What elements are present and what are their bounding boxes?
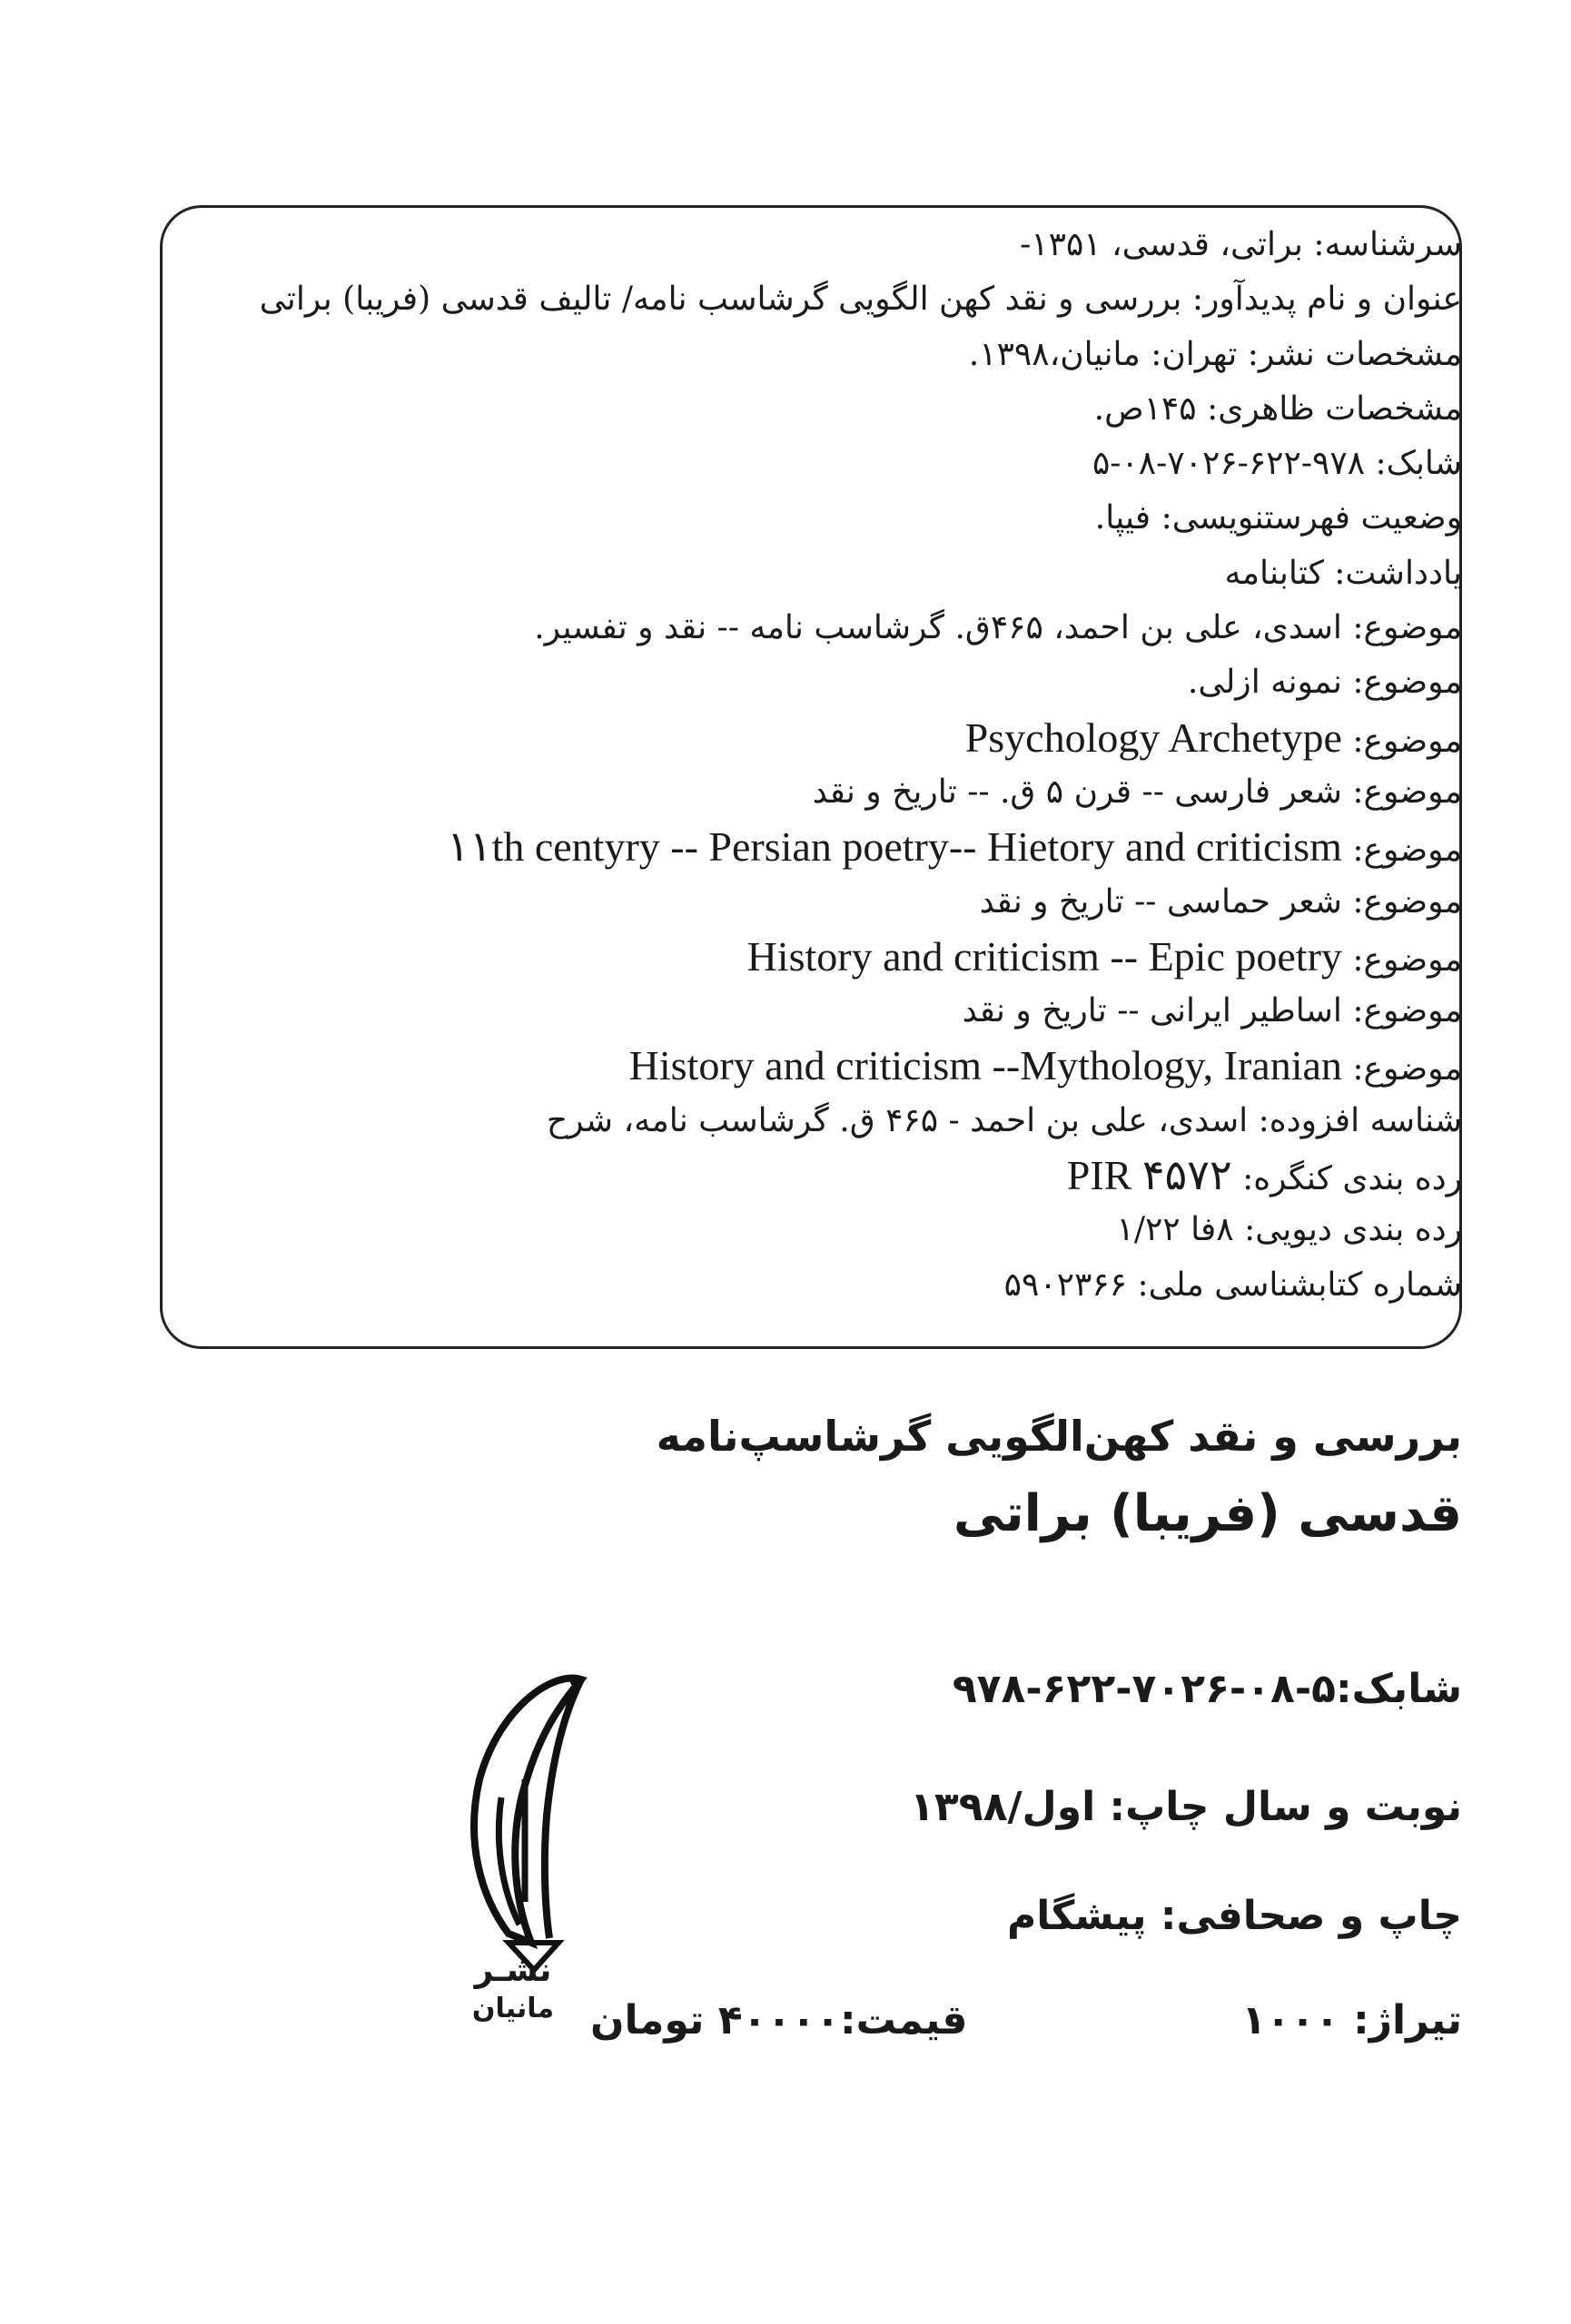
- cip-value: ۵۹۰۲۳۶۶: [1003, 1265, 1128, 1304]
- cip-label: شابک:: [1375, 445, 1462, 483]
- cip-line: [191, 711, 1462, 765]
- cip-line: [191, 382, 1462, 437]
- cip-line: [191, 547, 1462, 601]
- cip-line: [191, 328, 1462, 382]
- cip-value: فیپا.: [1094, 499, 1151, 537]
- cip-line: [191, 218, 1462, 272]
- printing-line: چاپ و صحافی: پیشگام: [1006, 1893, 1462, 1939]
- book-author: قدسی (فریبا) براتی: [953, 1484, 1462, 1543]
- cip-line: [191, 491, 1462, 546]
- cip-value: ۸فا ۱/۲۲: [1116, 1211, 1234, 1249]
- cip-line: [191, 930, 1462, 984]
- publisher-name-line1: نشـر: [474, 1952, 552, 1989]
- cip-record: [191, 218, 1462, 1313]
- cip-value: بررسی و نقد کهن الگویی گرشاسب نامه/ تالیف قدسی (فریبا) براتی: [259, 281, 1182, 319]
- cip-label: شناسه افزوده:: [1258, 1101, 1462, 1139]
- cip-value: اسدی، علی بن احمد، ۴۶۵ق. گرشاسب نامه -- نقد و تفسیر.: [534, 609, 1342, 647]
- cip-line: [191, 820, 1462, 874]
- cip-value: براتی، قدسی، ۱۳۵۱-: [1020, 226, 1303, 263]
- cip-value: شعر حماسی -- تاریخ و نقد: [979, 882, 1342, 921]
- cip-line: [191, 272, 1462, 327]
- cip-value: PIR ۴۵۷۲: [1066, 1152, 1232, 1199]
- edition-line: نوبت و سال چاپ: اول/۱۳۹۸: [910, 1784, 1462, 1830]
- cip-label: موضوع:: [1352, 722, 1462, 760]
- cip-value: ۹۷۸-۶۲۲-۷۰۲۶-۰۸-۵: [1092, 445, 1366, 483]
- cip-value: اساطیر ایرانی -- تاریخ و نقد: [962, 992, 1342, 1030]
- cip-value: ۱۱th centyry -- Persian poetry-- Hietory and criticism: [447, 823, 1342, 871]
- cip-value: ۱۴۵ص.: [1093, 389, 1197, 428]
- cip-line: [191, 437, 1462, 491]
- cip-label: موضوع:: [1352, 664, 1462, 702]
- publisher-name-line2: مانیان: [471, 1993, 555, 2024]
- cip-line: [191, 984, 1462, 1039]
- cip-label: موضوع:: [1352, 882, 1462, 921]
- isbn-line: شابک:۵-۰۸-۷۰۲۶-۶۲۲-۹۷۸: [952, 1666, 1462, 1712]
- cip-value: اسدی، علی بن احمد - ۴۶۵ ق. گرشاسب نامه، شرح: [546, 1101, 1249, 1139]
- cip-line: [191, 1094, 1462, 1148]
- cip-value: History and criticism --Mythology, Iranian: [628, 1042, 1342, 1089]
- price-line: قیمت:۴۰۰۰۰ تومان: [590, 1997, 968, 2043]
- cip-label: موضوع:: [1352, 940, 1462, 979]
- cip-label: عنوان و نام پدیدآور:: [1191, 281, 1462, 319]
- cip-label: موضوع:: [1352, 1050, 1462, 1088]
- cip-label: شماره کتابشناسی ملی:: [1137, 1265, 1462, 1304]
- cip-line: [191, 1258, 1462, 1313]
- cip-line: [191, 1148, 1462, 1203]
- cip-label: موضوع:: [1352, 832, 1462, 870]
- cip-label: رده بندی دیویی:: [1244, 1211, 1462, 1249]
- cip-value: کتابنامه: [1224, 554, 1324, 592]
- cip-line: [191, 1039, 1462, 1093]
- cip-label: وضعیت فهرستنویسی:: [1161, 499, 1462, 537]
- cip-line: [191, 765, 1462, 820]
- cip-label: مشخصات نشر:: [1247, 335, 1462, 373]
- cip-label: رده بندی کنگره:: [1242, 1160, 1462, 1198]
- cip-label: مشخصات ظاهری:: [1207, 389, 1462, 428]
- cip-value: History and criticism -- Epic poetry: [746, 932, 1342, 980]
- cip-label: موضوع:: [1352, 773, 1462, 811]
- cip-line: [191, 875, 1462, 930]
- cip-value: تهران: مانیان،۱۳۹۸.: [968, 335, 1238, 373]
- cip-line: [191, 655, 1462, 710]
- cip-line: [191, 1203, 1462, 1257]
- cip-value: نمونه ازلی.: [1187, 664, 1342, 702]
- cip-line: [191, 601, 1462, 655]
- cip-value: Psychology Archetype: [964, 714, 1342, 761]
- cip-label: یادداشت:: [1334, 554, 1462, 592]
- cip-label: موضوع:: [1352, 992, 1462, 1030]
- cip-label: موضوع:: [1352, 609, 1462, 647]
- circulation-line: تیراژ: ۱۰۰۰: [1241, 1997, 1462, 2043]
- book-title: بررسی و نقد کهن‌الگویی گرشاسپ‌نامه: [656, 1412, 1462, 1461]
- cip-label: سرشناسه:: [1313, 226, 1462, 263]
- cip-value: شعر فارسی -- قرن ۵ ق. -- تاریخ و نقد: [812, 773, 1342, 811]
